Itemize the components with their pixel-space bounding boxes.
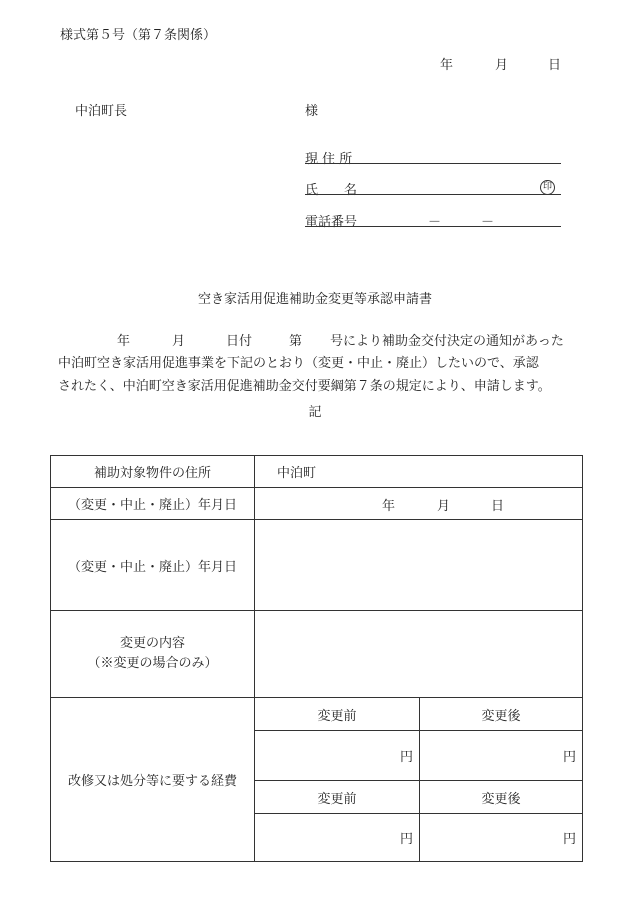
cost-after-header-1: 変更後 xyxy=(420,698,583,731)
header-date-day: 日 xyxy=(548,58,562,73)
phone-underline xyxy=(305,226,561,227)
body-year: 年 xyxy=(117,334,131,349)
body-line-2: 中泊町空き家活用促進事業を下記のとおり（変更・中止・廃止）したいので、承認 xyxy=(58,356,539,371)
phone-dash-1: － xyxy=(428,215,442,230)
seal-mark: 印 xyxy=(540,180,555,195)
change-date-month: 月 xyxy=(437,498,451,514)
cost-after-value-1[interactable]: 円 xyxy=(420,731,583,781)
address-underline xyxy=(305,163,561,164)
cost-after-value-2[interactable]: 円 xyxy=(420,814,583,862)
application-table xyxy=(50,455,583,862)
reason-value[interactable] xyxy=(255,520,583,611)
property-address-value[interactable]: 中泊町 xyxy=(255,456,583,488)
change-date-value[interactable] xyxy=(255,488,583,520)
header-date-month: 月 xyxy=(495,58,509,73)
change-content-value[interactable] xyxy=(255,611,583,698)
reason-label: （変更・中止・廃止）年月日 xyxy=(51,520,255,611)
addressee-name: 中泊町長 xyxy=(75,104,128,119)
name-underline xyxy=(305,194,561,195)
body-month: 月 xyxy=(172,334,186,349)
phone-label: 電話番号 xyxy=(305,215,358,230)
ki-label: 記 xyxy=(308,405,322,420)
table-row xyxy=(51,488,583,520)
document-title: 空き家活用促進補助金変更等承認申請書 xyxy=(197,292,432,307)
table-row xyxy=(51,520,583,611)
change-content-label-2: （※変更の場合のみ） xyxy=(87,656,218,671)
cost-before-value-2[interactable]: 円 xyxy=(255,814,420,862)
change-date-day: 日 xyxy=(491,498,505,514)
change-date-year: 年 xyxy=(382,498,396,514)
header-date-year: 年 xyxy=(440,58,454,73)
cost-before-header-2: 変更前 xyxy=(255,781,420,814)
name-label: 氏 名 xyxy=(305,183,358,198)
table-row xyxy=(51,611,583,698)
table-row xyxy=(51,456,583,488)
cost-after-header-2: 変更後 xyxy=(420,781,583,814)
body-day: 日付 xyxy=(226,334,253,349)
change-content-label-1: 変更の内容 xyxy=(119,636,185,651)
body-no-suffix: 号により補助金交付決定の通知があった xyxy=(330,334,564,349)
body-line-3: されたく、中泊町空き家活用促進補助金交付要綱第７条の規定により、申請します。 xyxy=(58,379,551,394)
cost-before-value-1[interactable]: 円 xyxy=(255,731,420,781)
body-no-prefix: 第 xyxy=(289,334,303,349)
address-label: 現 住 所 xyxy=(305,152,353,167)
table-row xyxy=(51,698,583,731)
change-date-label: （変更・中止・廃止）年月日 xyxy=(51,488,255,520)
form-number: 様式第５号（第７条関係） xyxy=(60,28,217,43)
addressee-honorific: 様 xyxy=(305,104,319,119)
change-content-label xyxy=(51,611,255,698)
cost-label: 改修又は処分等に要する経費 xyxy=(51,698,255,862)
phone-dash-2: － xyxy=(481,215,495,230)
property-address-label: 補助対象物件の住所 xyxy=(51,456,255,488)
cost-before-header-1: 変更前 xyxy=(255,698,420,731)
